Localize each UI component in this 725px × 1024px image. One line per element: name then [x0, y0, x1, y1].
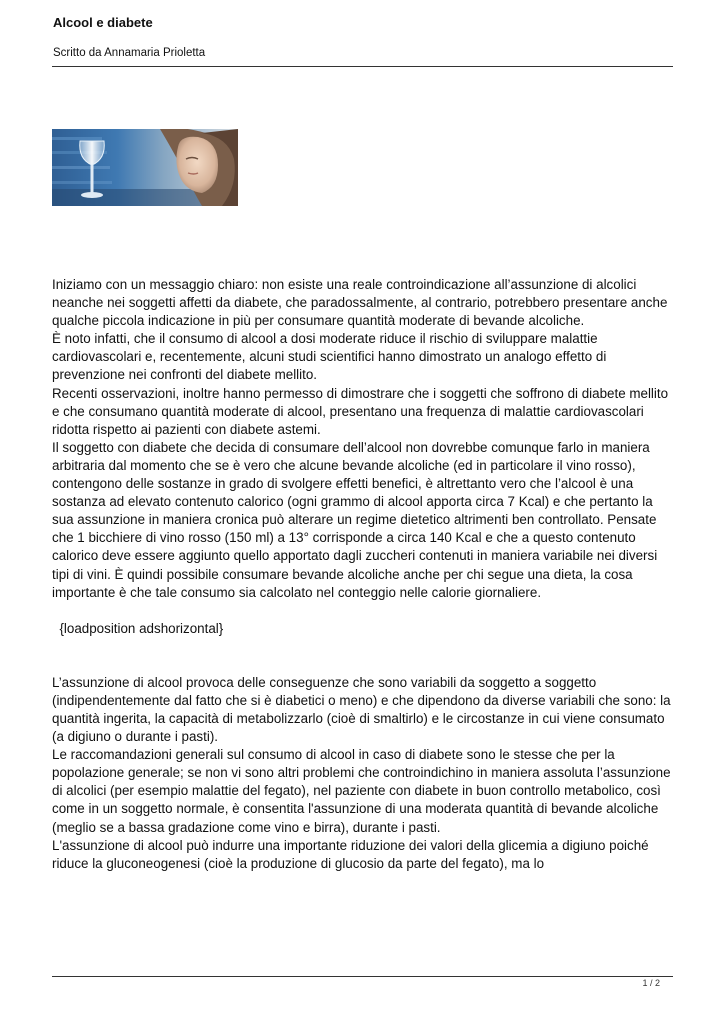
paragraph: Iniziamo con un messaggio chiaro: non esiste una reale controindicazione all’assunzione di alcolici neanche nei soggetti affetti da diabete, che paradossalmente, al contrario, potrebbero presentare anche qualche piccola indicazione in più per consumare quantità moderate di bevande alcoliche.: [52, 277, 668, 329]
document-title: Alcool e diabete: [53, 15, 153, 30]
article-photo: [52, 129, 238, 206]
paragraph: L'assunzione di alcool può indurre una importante riduzione dei valori della glicemia a digiuno poiché riduce la gluconeogenesi (cioè la produzione di glucosio da parte del fegato), ma lo: [52, 837, 649, 871]
paragraph: È noto infatti, che il consumo di alcool a dosi moderate riduce il rischio di sviluppare malattie cardiovascolari e, recentemente, alcuni studi scientifici hanno dimostrato un analogo effetto di prevenzione nei confronti del diabete mellito.: [52, 331, 607, 383]
loadposition-placeholder: {loadposition adshorizontal}: [52, 620, 224, 636]
header-divider: [52, 66, 673, 67]
article-body: [52, 276, 677, 873]
paragraph: L’assunzione di alcool provoca delle conseguenze che sono variabili da soggetto a soggetto (indipendentemente dal fatto che si è diabetici o meno) e che dipendono da diverse variabili che sono: la quantità ingerita, la capacità di metabolizzarlo (cioè di smaltirlo) e le circostanze in cui viene consumato (a digiuno o durante i pasti).: [52, 674, 671, 745]
page-number: 1 / 2: [642, 978, 660, 988]
page-header: [53, 14, 673, 61]
paragraph: Le raccomandazioni generali sul consumo di alcool in caso di diabete sono le stesse che per la popolazione generale; se non vi sono altri problemi che controindichino in maniera assoluta l’assunzione di alcolici (per esempio malattie del fegato), nel paziente con diabete in buon controllo metabolico, così come in un soggetto normale, è consentita l'assunzione di una moderata quantità di bevande alcoliche (meglio se a bassa gradazione come vino e birra), durante i pasti.: [52, 747, 671, 835]
footer-divider: [52, 976, 673, 977]
paragraph: Recenti osservazioni, inoltre hanno permesso di dimostrare che i soggetti che soffrono di diabete mellito e che consumano quantità moderate di alcool, presentano una frequenza di malattie cardiovascolari ridotta rispetto ai pazienti con diabete astemi.: [52, 385, 669, 437]
author-line: Scritto da Annamaria Prioletta: [53, 47, 206, 59]
paragraph: Il soggetto con diabete che decida di consumare dell’alcool non dovrebbe comunque farlo in maniera arbitraria dal momento che se è vero che alcune bevande alcoliche (ed in particolare il vino rosso), contengono delle sostanze in grado di svolgere effetti benefici, è altrettanto vero che l’alcool è una sostanza ad elevato contenuto calorico (ogni grammo di alcool apporta circa 7 Kcal) e che pertanto la sua assunzione in maniera cronica può alterare un regime dietetico altrimenti ben controllato. Pensate che 1 bicchiere di vino rosso (150 ml) a 13° corrisponde a circa 140 Kcal e che a questo contenuto calorico deve essere aggiunto quello apportato dagli zuccheri contenuti in maniera variabile nei diversi tipi di vini. È quindi possibile consumare bevande alcoliche anche per chi segue una dieta, la cosa importante è che tale consumo sia calcolato nel conteggio nelle calorie giornaliere.: [52, 439, 658, 600]
